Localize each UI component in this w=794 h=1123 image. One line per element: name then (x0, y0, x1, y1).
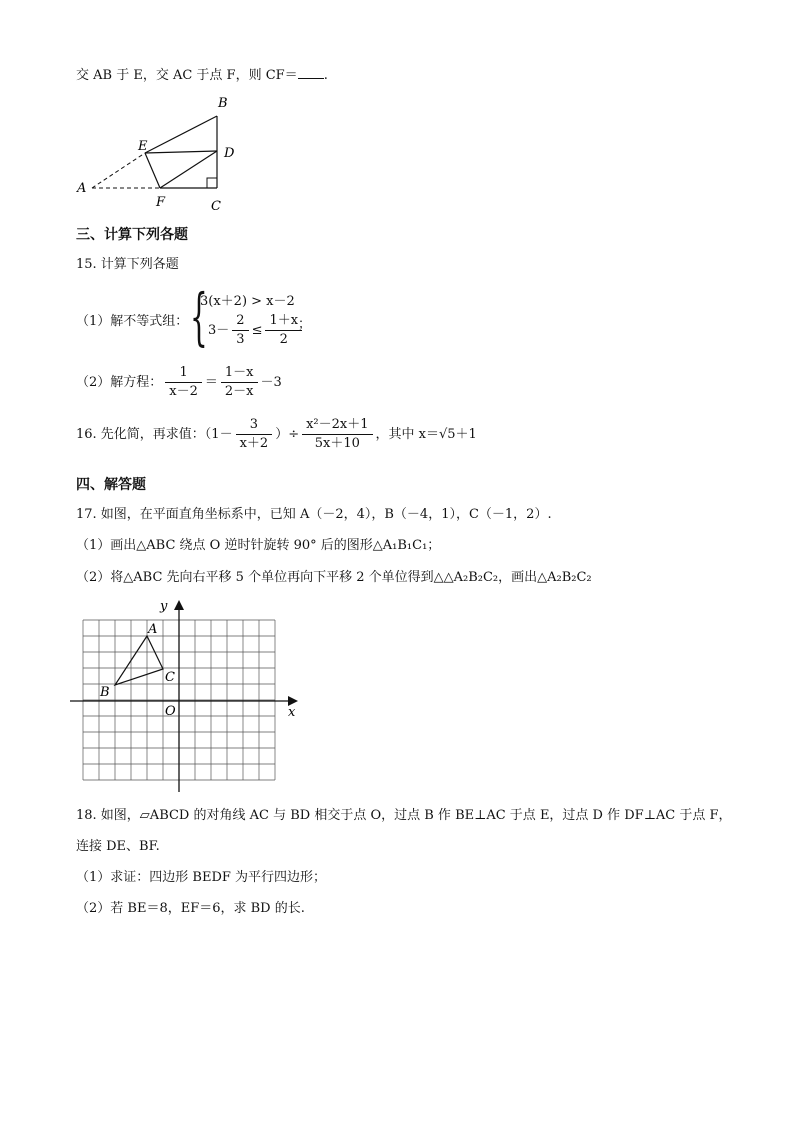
q17-p2: （2）将△ABC 先向右平移 5 个单位再向下平移 2 个单位得到△△A₂B₂C₂，画出△A₂B₂C₂ (76, 570, 592, 585)
triangle-abc (115, 636, 163, 685)
q15-p2-label: （2）解方程： (76, 375, 163, 390)
q14-tail-line (76, 66, 328, 85)
label-e: E (138, 139, 148, 154)
q14-tail-text: 交 AB 于 E，交 AC 于点 F，则 CF＝ (76, 68, 298, 83)
eq-rhs-num: 1－x (221, 364, 258, 383)
label-d: D (224, 146, 235, 161)
q15-p1-row2 (208, 312, 305, 349)
grid-label-b: B (100, 685, 110, 700)
q15-p1-row1: 3(x＋2) > x－2 (200, 294, 295, 309)
q18-p1: （1）求证：四边形 BEDF 为平行四边形； (76, 870, 327, 885)
eq-tail: －3 (260, 375, 282, 390)
grid-label-o: O (165, 704, 176, 719)
frac-2-3-den: 3 (236, 332, 245, 347)
eq-lhs-num: 1 (165, 364, 202, 383)
y-axis-arrow (174, 600, 184, 610)
q15-p1-end: ； (298, 317, 312, 332)
row2-op: ≤ (251, 323, 263, 338)
q16-frac2-den: 5x＋10 (314, 436, 360, 451)
q16-line (76, 416, 477, 453)
eq-lhs-den: x－2 (169, 384, 198, 399)
segment-ed (145, 151, 217, 153)
left-brace: { (190, 280, 208, 353)
triangle-figure (70, 92, 250, 214)
q18-stem-2: 连接 DE、BF. (76, 839, 160, 854)
segment-eb (145, 116, 217, 153)
eq-sign: ＝ (204, 375, 218, 390)
q16-pre: 16. 先化简，再求值：（1－ (76, 427, 233, 442)
label-c: C (211, 199, 221, 214)
grid-label-y: y (160, 599, 168, 614)
q17-p1: （1）画出△ABC 绕点 O 逆时针旋转 90° 后的图形△A₁B₁C₁； (76, 538, 441, 553)
segment-fd (160, 151, 217, 188)
label-f: F (156, 195, 166, 210)
section-3-title: 三、计算下列各题 (76, 227, 188, 243)
eq-rhs-den: 2－x (224, 384, 254, 399)
q17-stem: 17. 如图，在平面直角坐标系中，已知 A（－2，4），B（－4，1），C（－1，2）. (76, 507, 552, 522)
frac-2-3-num: 2 (232, 312, 248, 331)
q16-post: ，其中 x＝√5＋1 (375, 427, 477, 442)
right-angle-mark (207, 178, 217, 188)
grid-label-x: x (288, 705, 296, 720)
answer-blank[interactable] (298, 66, 324, 79)
dashed-ae (92, 153, 145, 188)
q14-tail-end: . (323, 68, 328, 83)
q16-frac2-num: x²－2x＋1 (302, 416, 372, 435)
coordinate-grid-figure (70, 596, 310, 796)
q18-stem-1: 18. 如图，▱ABCD 的对角线 AC 与 BD 相交于点 O，过点 B 作 BE⊥AC 于点 E，过点 D 作 DF⊥AC 于点 F， (76, 808, 732, 823)
q15-p1-label: （1）解不等式组： (76, 314, 189, 329)
q16-div: ）÷ (275, 427, 300, 442)
q16-frac1-num: 3 (236, 416, 273, 435)
q18-p2: （2）若 BE＝8，EF＝6，求 BD 的长. (76, 901, 305, 916)
label-a: A (77, 181, 87, 196)
row2-left: 3－ (208, 323, 230, 338)
frac-rhs-den: 2 (279, 332, 288, 347)
grid-label-c: C (165, 670, 175, 685)
label-b: B (218, 96, 228, 111)
q15-stem: 15. 计算下列各题 (76, 257, 179, 272)
q15-p2-line (76, 364, 282, 401)
frac-rhs-num: 1＋x (265, 312, 302, 331)
grid-label-a: A (148, 622, 158, 637)
segment-ef (145, 153, 160, 188)
q16-frac1-den: x＋2 (239, 436, 269, 451)
section-4-title: 四、解答题 (76, 477, 146, 493)
